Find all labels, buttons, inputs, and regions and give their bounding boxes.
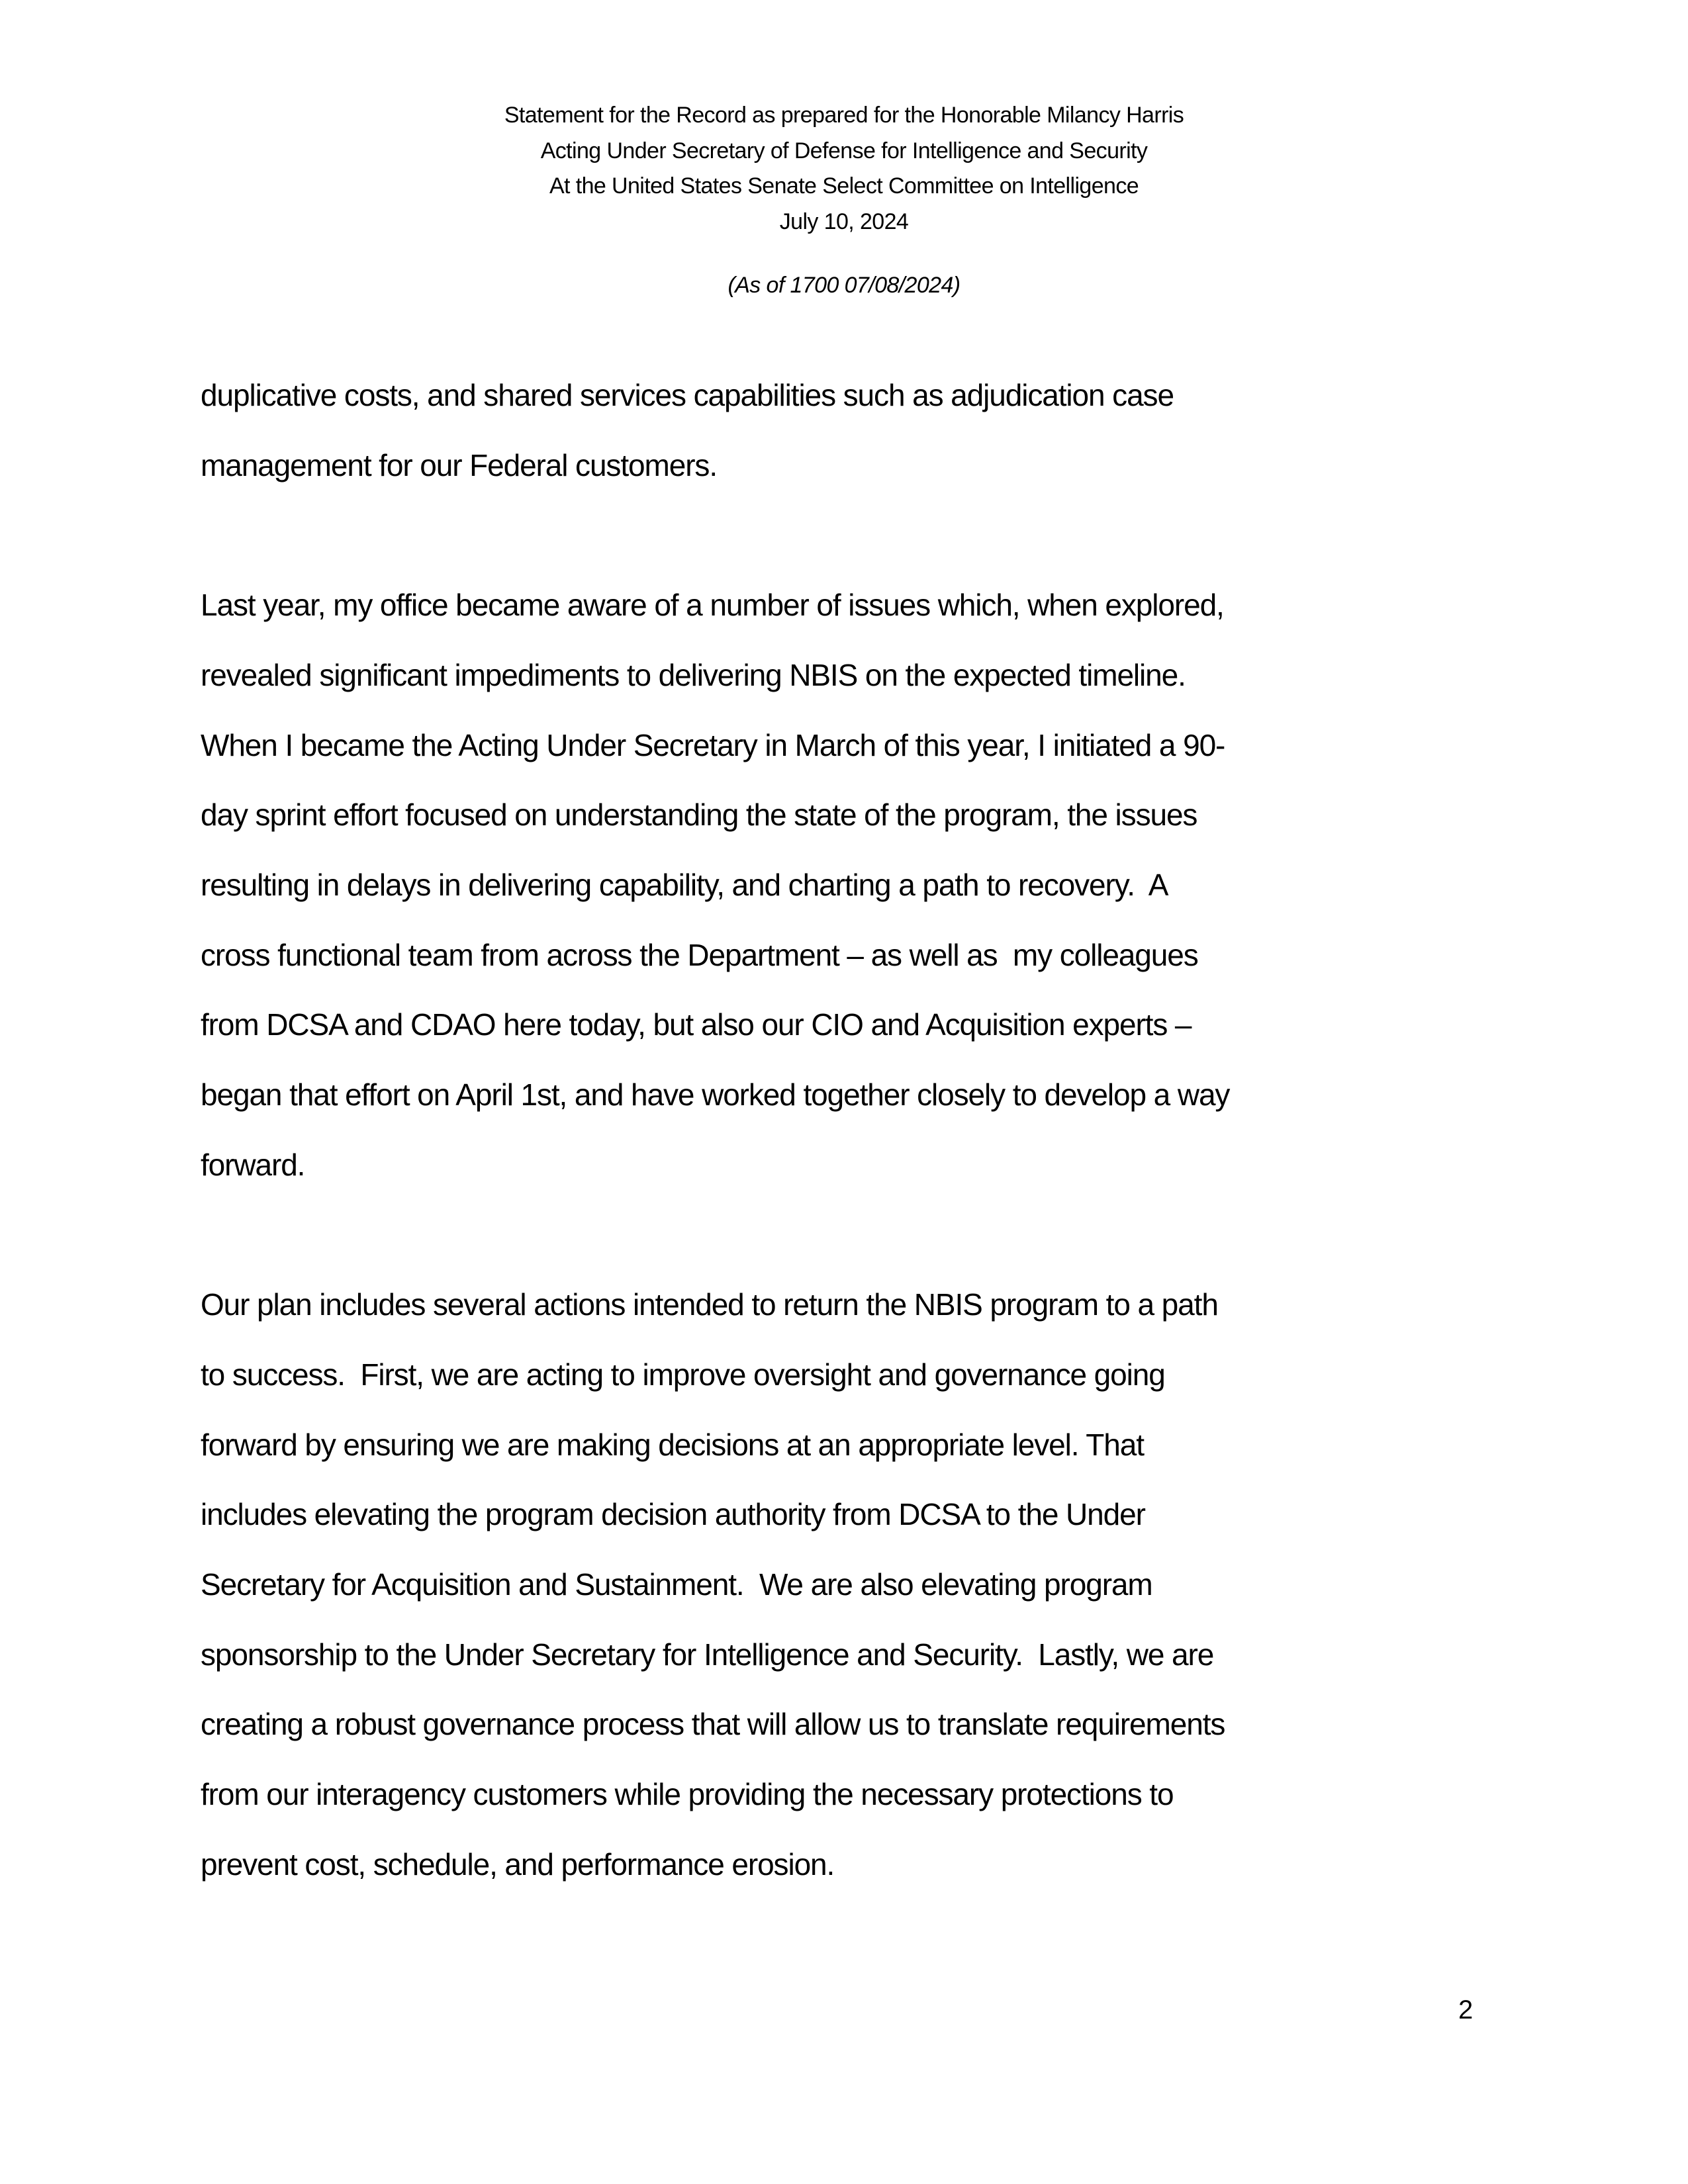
page-number: 2 [1458,1995,1474,2025]
paragraph-line: Our plan includes several actions intended to return the NBIS program to a path [201,1287,1218,1322]
paragraph-line: from DCSA and CDAO here today, but also our CIO and Acquisition experts – [201,1007,1192,1042]
paragraph-line: cross functional team from across the Department – as well as my colleagues [201,937,1198,972]
paragraph-line: forward by ensuring we are making decisions at an appropriate level. That [201,1427,1144,1462]
header-as-of-timestamp: (As of 1700 07/08/2024) [727,273,961,298]
paragraph-line: duplicative costs, and shared services capabilities such as adjudication case [201,378,1174,412]
header-official-line: Acting Under Secretary of Defense for Intelligence and Security [540,138,1148,163]
paragraph [201,570,1491,1200]
paragraph-line: creating a robust governance process that will allow us to translate requirements [201,1707,1225,1742]
paragraph [201,1270,1491,1899]
paragraph-line: to success. First, we are acting to improve oversight and governance going [201,1357,1165,1392]
paragraph-line: day sprint effort focused on understanding the state of the program, the issues [201,797,1197,833]
header-committee-line: At the United States Senate Select Committee on Intelligence [549,173,1139,199]
paragraph-line: resulting in delays in delivering capability, and charting a path to recovery. A [201,867,1168,902]
paragraph-line: management for our Federal customers. [201,447,718,482]
paragraph-line: prevent cost, schedule, and performance erosion. [201,1846,835,1882]
paragraph-line: revealed significant impediments to delivering NBIS on the expected timeline. [201,657,1186,692]
paragraph-line: from our interagency customers while providing the necessary protections to [201,1777,1174,1812]
header-date-line: July 10, 2024 [779,208,909,234]
paragraph-line: Last year, my office became aware of a number of issues which, when explored, [201,588,1224,623]
document-body [201,361,1491,1970]
paragraph-line: sponsorship to the Under Secretary for Intelligence and Security. Lastly, we are [201,1637,1214,1672]
paragraph-line: forward. [201,1147,305,1182]
paragraph [201,361,1491,500]
paragraph-line: began that effort on April 1st, and have worked together closely to develop a way [201,1077,1230,1113]
paragraph-line: Secretary for Acquisition and Sustainment. We are also elevating program [201,1567,1152,1602]
document-header [0,98,1688,304]
paragraph-line: When I became the Acting Under Secretary in March of this year, I initiated a 90- [201,727,1225,762]
paragraph-line: includes elevating the program decision authority from DCSA to the Under [201,1497,1145,1532]
header-title-line: Statement for the Record as prepared for the Honorable Milancy Harris [504,103,1184,128]
